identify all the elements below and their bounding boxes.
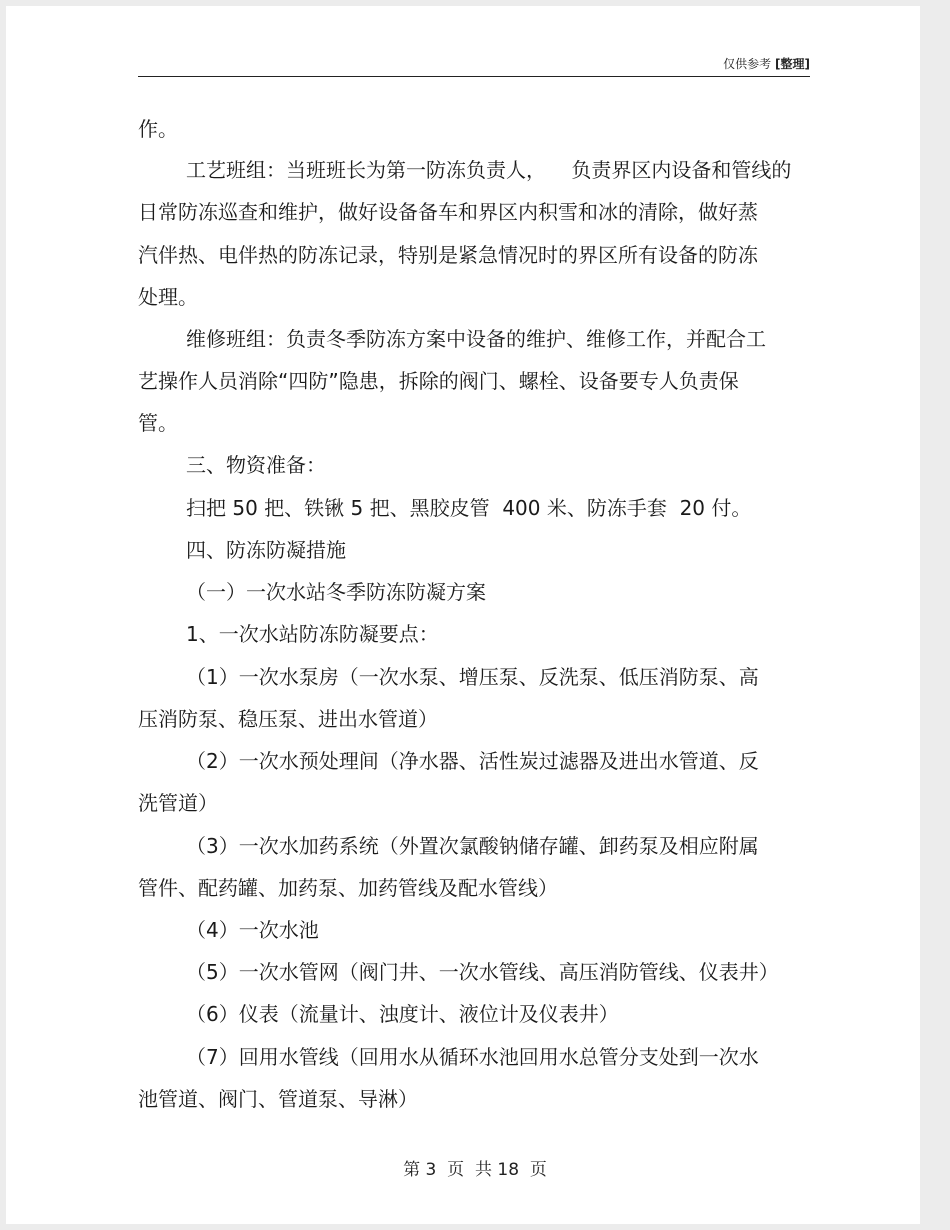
list-item: （3）一次水加药系统（外置次氯酸钠储存罐、卸药泵及相应附属 (186, 834, 759, 858)
list-item: （6）仪表（流量计、浊度计、液位计及仪表井） (186, 1002, 619, 1026)
paragraph-line: 维修班组：负责冬季防冻方案中设备的维护、维修工作，并配合工 (186, 327, 766, 351)
list-item-continuation: 管件、配药罐、加药泵、加药管线及配水管线） (138, 876, 558, 900)
paragraph-line: 扫把 50 把、铁锹 5 把、黑胶皮管 400 米、防冻手套 20 付。 (186, 496, 752, 520)
document-page (6, 6, 920, 1224)
paragraph-line: 管。 (138, 411, 178, 435)
paragraph-line: 工艺班组：当班班长为第一防冻负责人， 负责界区内设备和管线的 (186, 158, 792, 182)
subsection-heading: 1、一次水站防冻防凝要点： (186, 622, 439, 646)
paragraph-line: 处理。 (138, 285, 198, 309)
list-item-continuation: 池管道、阀门、管道泵、导淋） (138, 1087, 418, 1111)
page-number-footer: 第 3 页 共 18 页 (403, 1160, 547, 1180)
header-note-text: 仅供参考 (723, 57, 772, 71)
paragraph-line: 艺操作人员消除“四防”隐患，拆除的阀门、螺栓、设备要专人负责保 (138, 369, 739, 393)
list-item: （4）一次水池 (186, 918, 319, 942)
list-item: （1）一次水泵房（一次水泵、增压泵、反洗泵、低压消防泵、高 (186, 665, 759, 689)
section-heading: 三、物资准备： (186, 453, 326, 477)
header-tag: [整理] (775, 57, 810, 71)
list-item-continuation: 压消防泵、稳压泵、进出水管道） (138, 707, 438, 731)
section-heading: 四、防冻防凝措施 (186, 538, 346, 562)
header-divider (138, 76, 810, 77)
page-header (420, 55, 810, 72)
paragraph-line: 日常防冻巡查和维护，做好设备备车和界区内积雪和冰的清除，做好蒸 (138, 200, 758, 224)
list-item-continuation: 洗管道） (138, 791, 218, 815)
subsection-heading: （一）一次水站冬季防冻防凝方案 (186, 580, 486, 604)
list-item: （5）一次水管网（阀门井、一次水管线、高压消防管线、仪表井） (186, 960, 779, 984)
list-item: （2）一次水预处理间（净水器、活性炭过滤器及进出水管道、反 (186, 749, 759, 773)
paragraph-line: 作。 (138, 117, 178, 141)
paragraph-line: 汽伴热、电伴热的防冻记录，特别是紧急情况时的界区所有设备的防冻 (138, 243, 758, 267)
list-item: （7）回用水管线（回用水从循环水池回用水总管分支处到一次水 (186, 1045, 759, 1069)
